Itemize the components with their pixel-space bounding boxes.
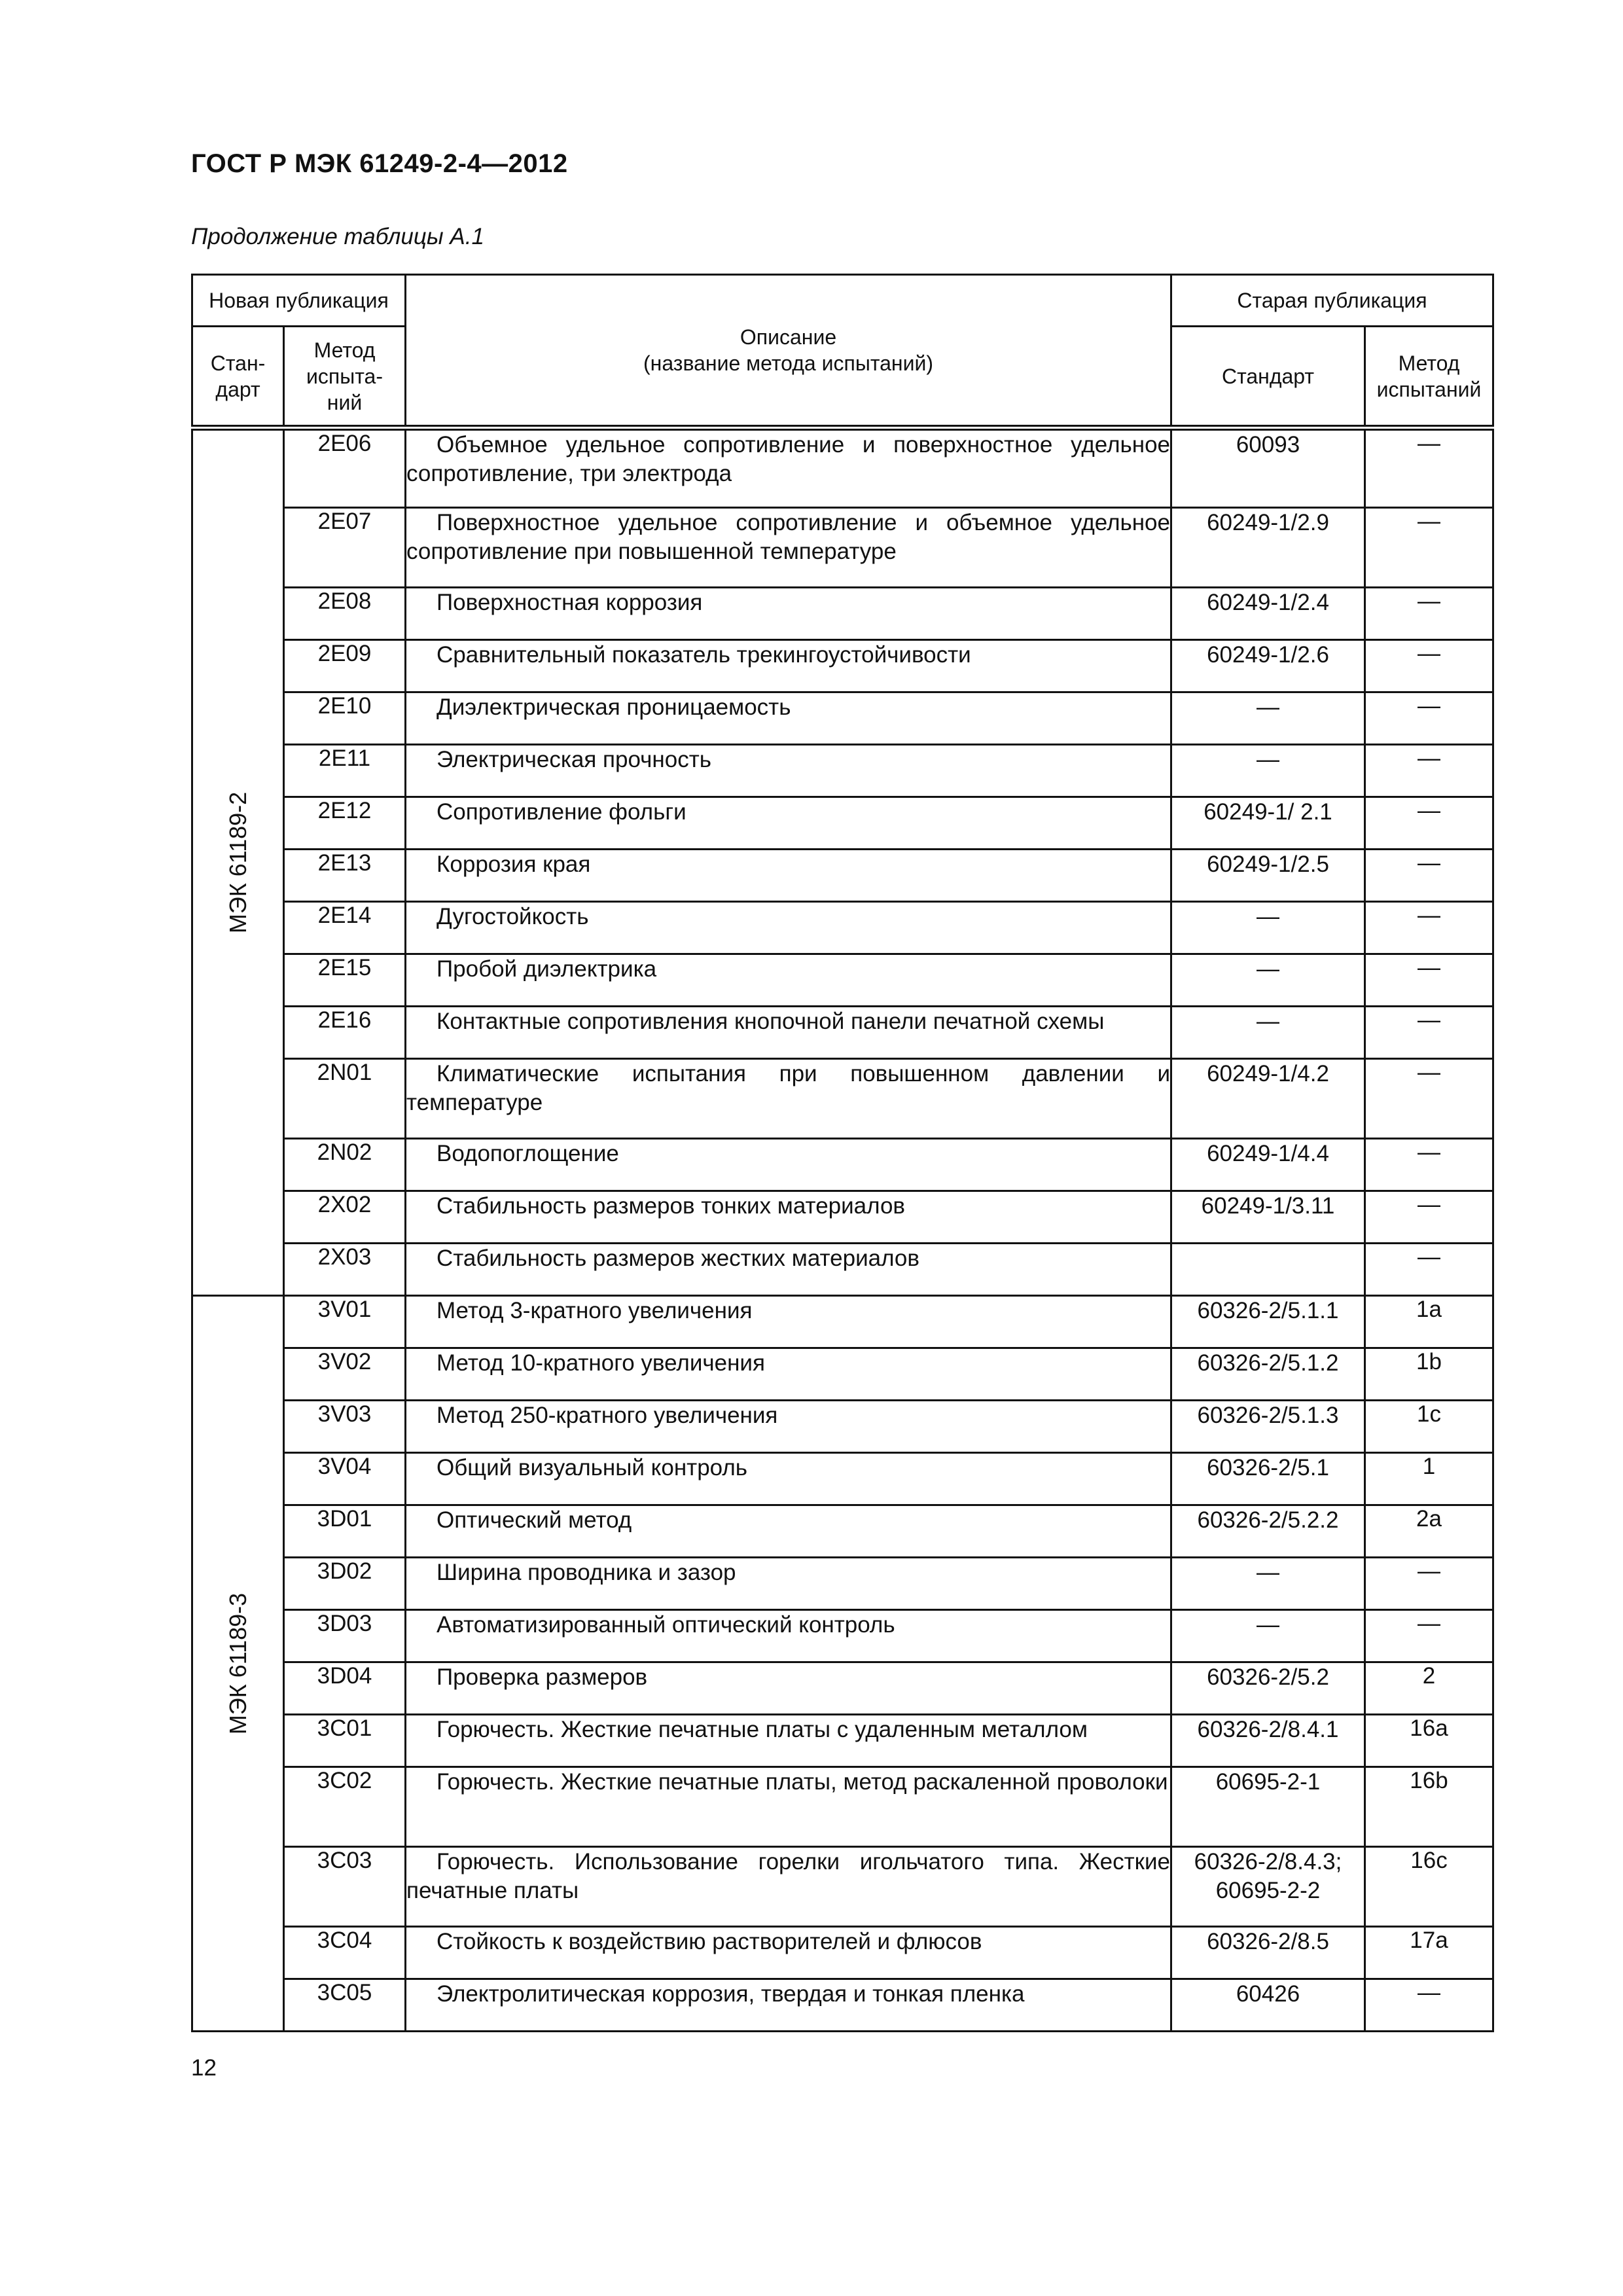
test-code-cell: 3C05 (284, 1979, 406, 2032)
description-text: Горючесть. Жесткие печатные платы, метод раскаленной проволоки (437, 1769, 1168, 1795)
old-standard-cell: — (1171, 902, 1365, 954)
old-method-cell: 1c (1365, 1401, 1493, 1453)
old-standard-cell: 60426 (1171, 1979, 1365, 2032)
test-code-cell: 3C01 (284, 1715, 406, 1767)
description-text: Автоматизированный оптический контроль (437, 1612, 895, 1638)
old-method-cell: — (1365, 902, 1493, 954)
test-code-cell: 2E11 (284, 745, 406, 797)
description-text: Метод 3-кратного увеличения (437, 1298, 753, 1323)
test-code-cell: 3C04 (284, 1927, 406, 1979)
description-cell (406, 1139, 1171, 1191)
test-code-cell: 2E07 (284, 508, 406, 588)
description-cell (406, 745, 1171, 797)
table-row (192, 1007, 1493, 1059)
old-standard-cell: 60326-2/8.5 (1171, 1927, 1365, 1979)
description-cell (406, 1558, 1171, 1610)
test-code-cell: 2E13 (284, 850, 406, 902)
test-code-cell: 3C02 (284, 1767, 406, 1847)
old-standard-cell: 60326-2/5.2 (1171, 1662, 1365, 1715)
test-code-cell: 3D01 (284, 1505, 406, 1558)
test-code-cell: 2E06 (284, 428, 406, 508)
table-row (192, 1348, 1493, 1401)
description-cell (406, 1453, 1171, 1505)
table-row (192, 1927, 1493, 1979)
old-standard-cell: 60249-1/3.11 (1171, 1191, 1365, 1244)
description-text: Дугостойкость (437, 904, 589, 929)
test-code-cell: 3D02 (284, 1558, 406, 1610)
description-text: Оптический метод (437, 1507, 632, 1533)
description-cell (406, 1348, 1171, 1401)
description-text: Контактные сопротивления кнопочной панели печатной схемы (437, 1009, 1105, 1034)
description-text: Горючесть. Использование горелки игольчатого типа. Жесткие печатные платы (406, 1849, 1170, 1904)
test-code-cell: 2E10 (284, 692, 406, 745)
old-method-cell: — (1365, 797, 1493, 850)
old-standard-cell: 60249-1/2.6 (1171, 640, 1365, 692)
old-method-cell: 16b (1365, 1767, 1493, 1847)
description-text: Электролитическая коррозия, твердая и тонкая пленка (437, 1981, 1025, 2007)
old-standard-cell: 60326-2/8.4.3; 60695-2-2 (1171, 1847, 1365, 1927)
old-standard-cell: 60326-2/5.2.2 (1171, 1505, 1365, 1558)
old-standard-cell: 60249-1/2.5 (1171, 850, 1365, 902)
test-code-cell: 2N01 (284, 1059, 406, 1139)
table-row (192, 745, 1493, 797)
table-row (192, 1244, 1493, 1296)
table-row (192, 588, 1493, 640)
old-standard-cell: 60093 (1171, 428, 1365, 508)
description-text: Поверхностная коррозия (437, 590, 703, 615)
description-text: Водопоглощение (437, 1141, 619, 1166)
test-code-cell: 3V01 (284, 1296, 406, 1348)
description-text: Стойкость к воздействию растворителей и флюсов (437, 1929, 982, 1954)
description-text: Поверхностное удельное сопротивление и объемное удельное сопротивление при повышенной температуре (406, 510, 1170, 565)
test-code-cell: 2E15 (284, 954, 406, 1007)
description-cell (406, 1007, 1171, 1059)
old-standard-cell: 60249-1/ 2.1 (1171, 797, 1365, 850)
table-row (192, 797, 1493, 850)
old-standard-cell: — (1171, 954, 1365, 1007)
old-standard-cell: 60326-2/5.1.2 (1171, 1348, 1365, 1401)
old-standard-cell (1171, 1244, 1365, 1296)
description-cell (406, 954, 1171, 1007)
test-code-cell: 3D03 (284, 1610, 406, 1662)
table-row (192, 1767, 1493, 1847)
description-text: Горючесть. Жесткие печатные платы с удаленным металлом (437, 1717, 1088, 1742)
group-standard-cell (192, 1296, 284, 2032)
old-method-cell: 1a (1365, 1296, 1493, 1348)
description-text: Сопротивление фольги (437, 799, 687, 825)
old-standard-cell: 60249-1/4.2 (1171, 1059, 1365, 1139)
header-old-publication: Старая публикация (1171, 275, 1493, 327)
table-body (192, 428, 1493, 2032)
old-method-cell: — (1365, 1558, 1493, 1610)
group-standard-cell (192, 428, 284, 1296)
old-method-cell: — (1365, 1979, 1493, 2032)
test-code-cell: 3V03 (284, 1401, 406, 1453)
test-code-cell: 3D04 (284, 1662, 406, 1715)
old-method-cell: — (1365, 428, 1493, 508)
test-code-cell: 2E09 (284, 640, 406, 692)
old-method-cell: — (1365, 588, 1493, 640)
table-row (192, 640, 1493, 692)
description-text: Объемное удельное сопротивление и поверхностное удельное сопротивление, три электрода (406, 432, 1170, 487)
description-cell (406, 1979, 1171, 2032)
table-row (192, 1453, 1493, 1505)
old-method-cell: — (1365, 692, 1493, 745)
header-standard: Стан- дарт (192, 327, 284, 428)
description-text: Метод 10-кратного увеличения (437, 1350, 765, 1376)
description-cell (406, 692, 1171, 745)
test-code-cell: 2E08 (284, 588, 406, 640)
description-cell (406, 1715, 1171, 1767)
header-test-method: Метод испыта- ний (284, 327, 406, 428)
table-row (192, 508, 1493, 588)
description-cell (406, 850, 1171, 902)
description-cell (406, 640, 1171, 692)
old-method-cell: — (1365, 1191, 1493, 1244)
description-text: Сравнительный показатель трекингоустойчивости (437, 642, 971, 668)
description-cell (406, 1191, 1171, 1244)
old-method-cell: — (1365, 640, 1493, 692)
description-cell (406, 588, 1171, 640)
old-standard-cell: 60249-1/2.4 (1171, 588, 1365, 640)
old-method-cell: — (1365, 1610, 1493, 1662)
table-row (192, 692, 1493, 745)
old-standard-cell: 60326-2/5.1.1 (1171, 1296, 1365, 1348)
old-standard-cell: — (1171, 1558, 1365, 1610)
table-row (192, 1191, 1493, 1244)
test-code-cell: 2X03 (284, 1244, 406, 1296)
test-code-cell: 3V02 (284, 1348, 406, 1401)
description-cell (406, 1505, 1171, 1558)
old-standard-cell: 60249-1/4.4 (1171, 1139, 1365, 1191)
old-method-cell: — (1365, 1139, 1493, 1191)
old-standard-cell: 60326-2/5.1 (1171, 1453, 1365, 1505)
old-standard-cell: — (1171, 692, 1365, 745)
description-text: Электрическая прочность (437, 747, 711, 772)
test-code-cell: 3C03 (284, 1847, 406, 1927)
old-method-cell: 16a (1365, 1715, 1493, 1767)
old-method-cell: 17a (1365, 1927, 1493, 1979)
description-cell (406, 902, 1171, 954)
description-text: Коррозия края (437, 852, 591, 877)
table-row (192, 850, 1493, 902)
old-method-cell: — (1365, 1059, 1493, 1139)
header-new-publication: Новая публикация (192, 275, 406, 327)
old-method-cell: 2a (1365, 1505, 1493, 1558)
old-method-cell: 1 (1365, 1453, 1493, 1505)
table-row (192, 1059, 1493, 1139)
description-cell (406, 1296, 1171, 1348)
description-cell (406, 1610, 1171, 1662)
old-standard-cell: — (1171, 1610, 1365, 1662)
old-standard-cell: — (1171, 1007, 1365, 1059)
description-text: Стабильность размеров тонких материалов (437, 1193, 906, 1219)
description-cell (406, 428, 1171, 508)
table-row (192, 428, 1493, 508)
header-description: Описание (название метода испытаний) (406, 275, 1171, 428)
test-code-cell: 2E16 (284, 1007, 406, 1059)
table-row (192, 1558, 1493, 1610)
group-standard-label: МЭК 61189-3 (224, 1592, 251, 1734)
table-row (192, 954, 1493, 1007)
old-method-cell: — (1365, 508, 1493, 588)
old-standard-cell: 60695-2-1 (1171, 1767, 1365, 1847)
old-method-cell: — (1365, 1244, 1493, 1296)
old-method-cell: — (1365, 1007, 1493, 1059)
description-cell (406, 508, 1171, 588)
description-cell (406, 1244, 1171, 1296)
header-old-method: Метод испытаний (1365, 327, 1493, 428)
table-row (192, 1715, 1493, 1767)
description-cell (406, 1927, 1171, 1979)
old-method-cell: 16c (1365, 1847, 1493, 1927)
old-standard-cell: 60249-1/2.9 (1171, 508, 1365, 588)
old-standard-cell: 60326-2/5.1.3 (1171, 1401, 1365, 1453)
description-text: Общий визуальный контроль (437, 1455, 748, 1480)
description-cell (406, 1059, 1171, 1139)
description-text: Климатические испытания при повышенном давлении и температуре (406, 1061, 1170, 1116)
table-row (192, 1610, 1493, 1662)
old-method-cell: 1b (1365, 1348, 1493, 1401)
test-code-cell: 2E12 (284, 797, 406, 850)
description-text: Пробой диэлектрика (437, 956, 657, 982)
old-method-cell: — (1365, 954, 1493, 1007)
table-caption: Продолжение таблицы А.1 (191, 224, 484, 249)
old-method-cell: — (1365, 850, 1493, 902)
table-row (192, 902, 1493, 954)
test-code-cell: 2E14 (284, 902, 406, 954)
description-cell (406, 797, 1171, 850)
table-row (192, 1847, 1493, 1927)
table-row (192, 1401, 1493, 1453)
description-cell (406, 1847, 1171, 1927)
description-cell (406, 1767, 1171, 1847)
test-code-cell: 3V04 (284, 1453, 406, 1505)
test-code-cell: 2N02 (284, 1139, 406, 1191)
header-old-standard: Стандарт (1171, 327, 1365, 428)
table-row (192, 1296, 1493, 1348)
table-row (192, 1979, 1493, 2032)
description-cell (406, 1401, 1171, 1453)
table-row (192, 1505, 1493, 1558)
old-method-cell: — (1365, 745, 1493, 797)
old-standard-cell: 60326-2/8.4.1 (1171, 1715, 1365, 1767)
description-text: Проверка размеров (437, 1664, 648, 1690)
test-code-cell: 2X02 (284, 1191, 406, 1244)
page-number: 12 (191, 2055, 217, 2081)
description-text: Ширина проводника и зазор (437, 1560, 736, 1585)
description-text: Диэлектрическая проницаемость (437, 694, 791, 720)
table-row (192, 1139, 1493, 1191)
document-header: ГОСТ Р МЭК 61249-2-4—2012 (191, 149, 568, 178)
test-methods-table (191, 274, 1494, 2032)
group-standard-label: МЭК 61189-2 (224, 791, 251, 934)
old-standard-cell: — (1171, 745, 1365, 797)
description-text: Метод 250-кратного увеличения (437, 1403, 778, 1428)
table-row (192, 1662, 1493, 1715)
description-text: Стабильность размеров жестких материалов (437, 1246, 919, 1271)
old-method-cell: 2 (1365, 1662, 1493, 1715)
description-cell (406, 1662, 1171, 1715)
